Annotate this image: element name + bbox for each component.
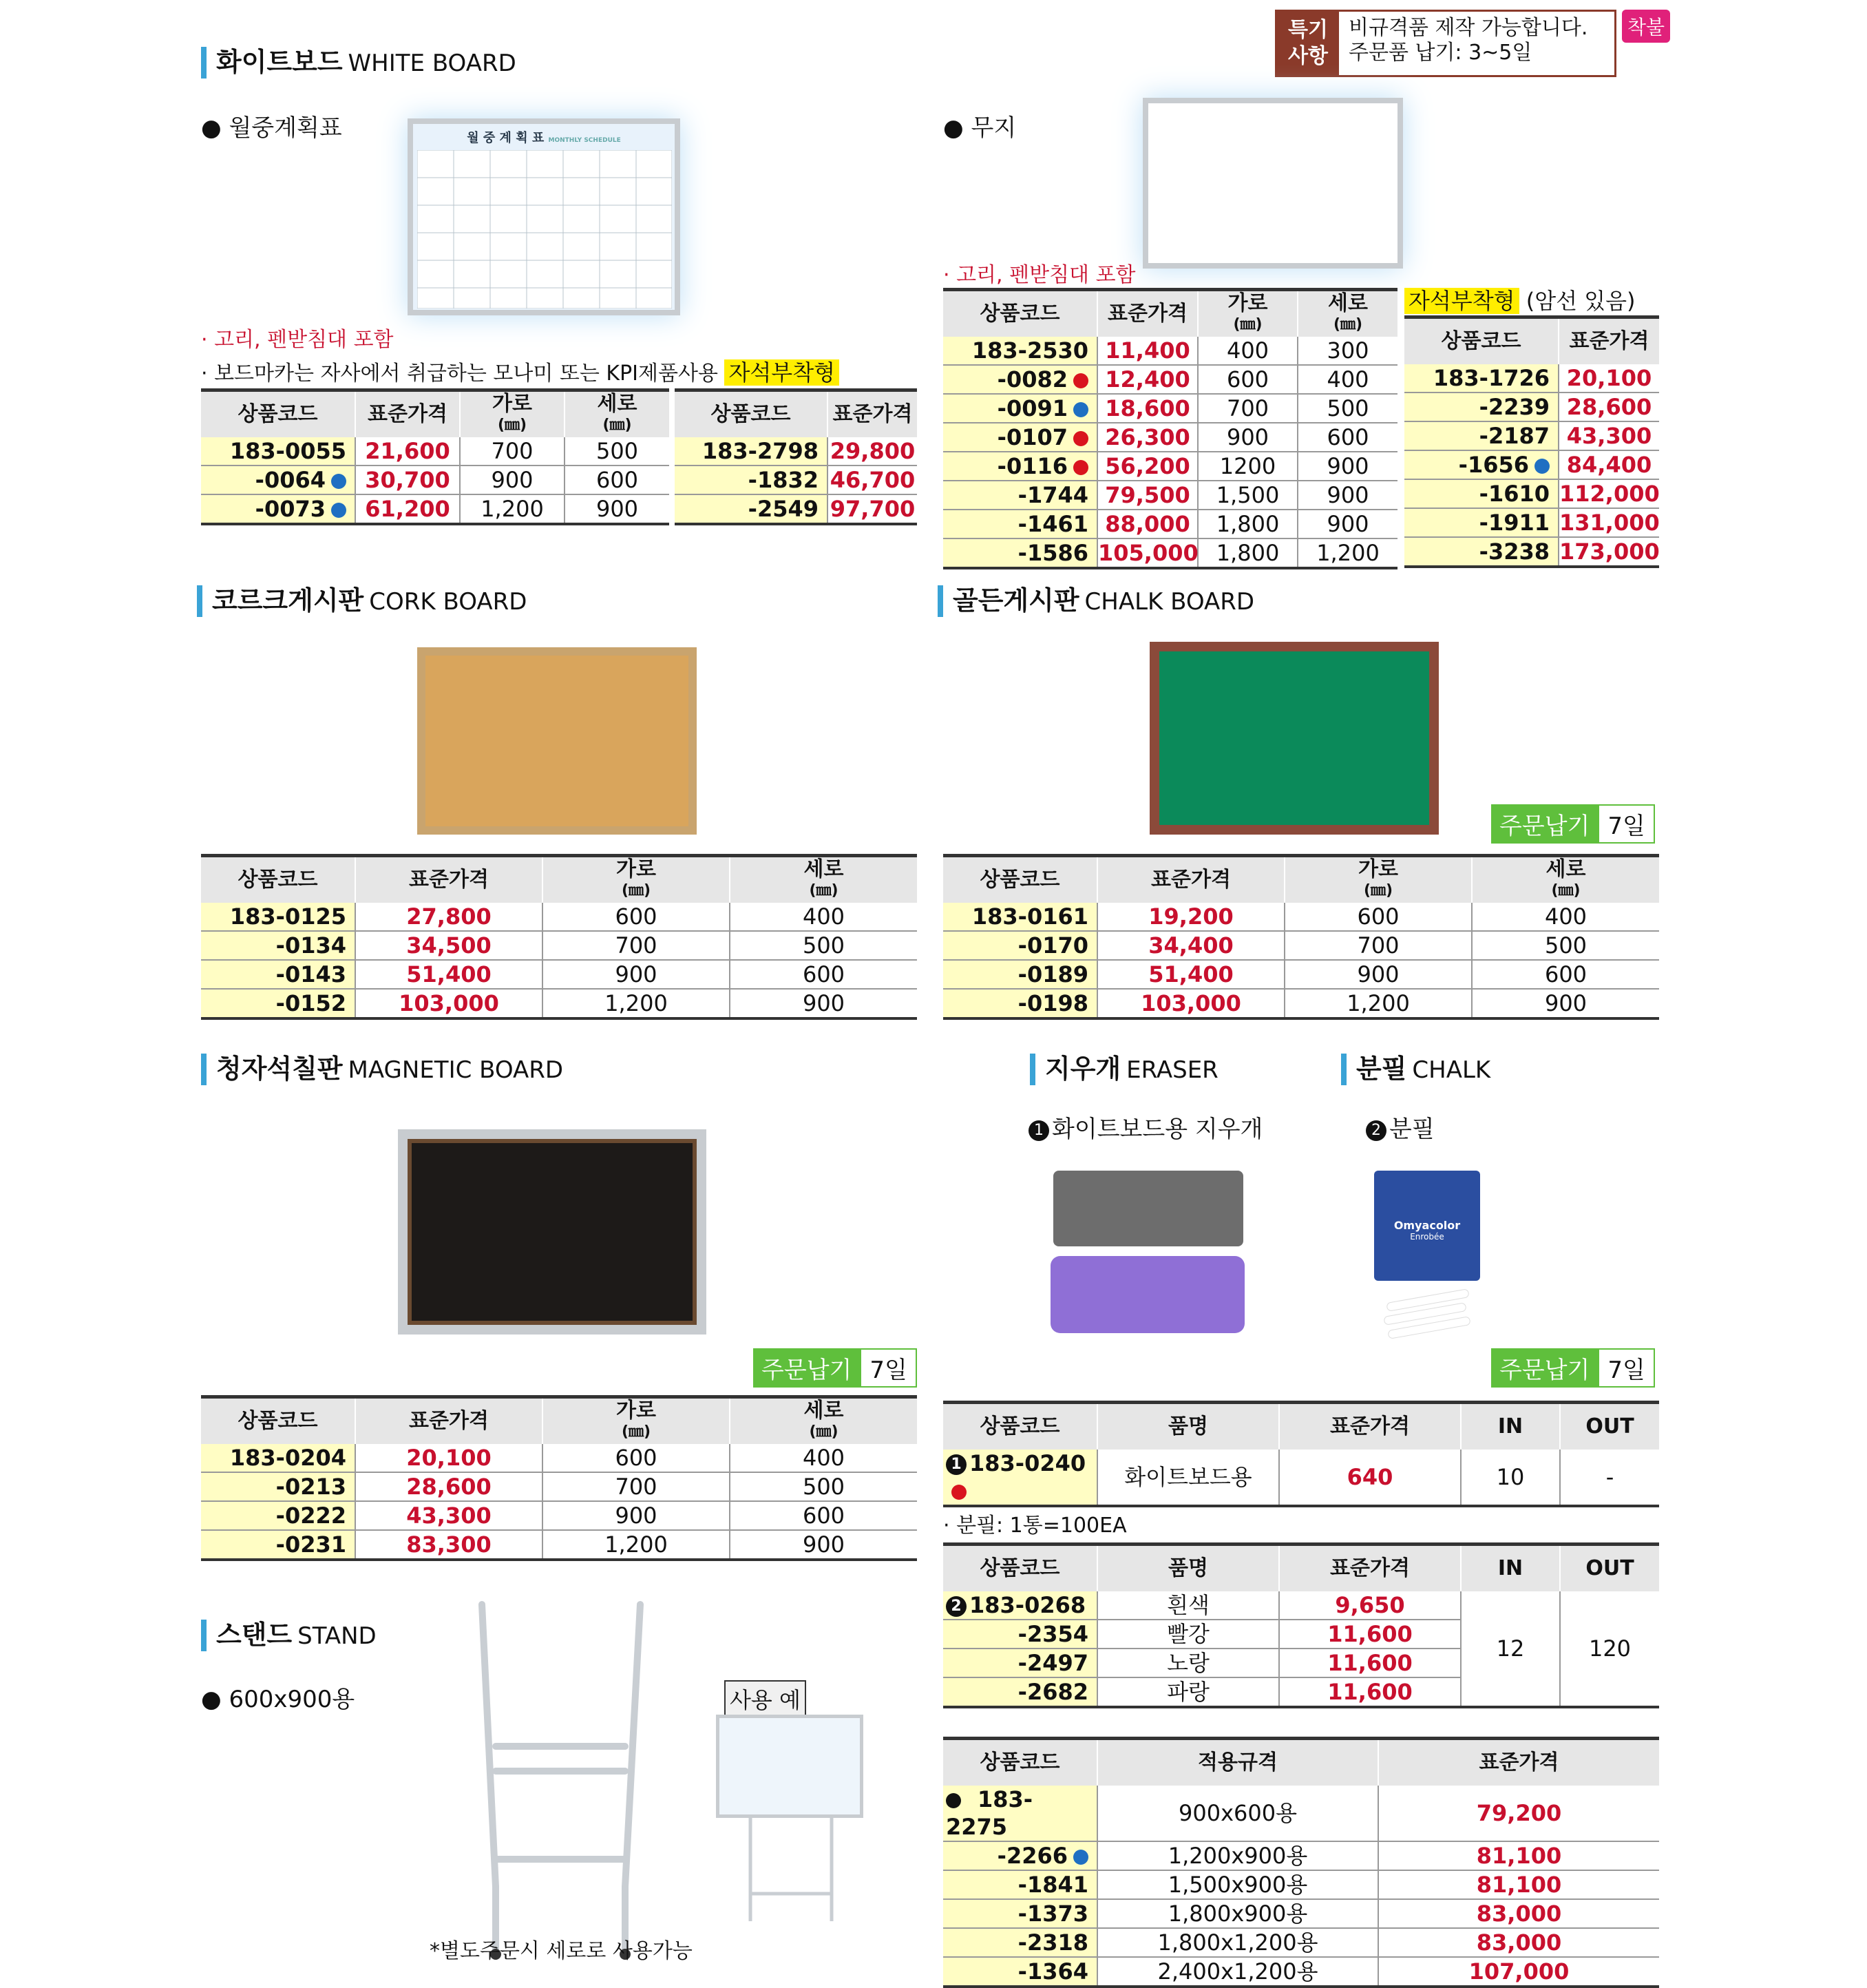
chalk-table [943,1542,1659,1708]
col-price: 표준가격 [355,856,542,903]
monthly-bullet: ● 월중계획표 [201,114,342,142]
cell-w: 700 [542,931,730,960]
magnetic-title: 청자석칠판 MAGNETIC BOARD [201,1054,563,1085]
cell-h: 900 [1298,481,1397,510]
cell-spec: 1,800x1,200용 [1097,1928,1378,1957]
cell-h: 900 [565,494,669,524]
table-row [943,1870,1659,1899]
cell-h: 400 [1472,903,1659,931]
cell-w: 600 [542,1444,730,1472]
cell-w: 600 [1198,365,1298,394]
col-price: 표준가격 [1378,1739,1659,1786]
cork-board-image [417,647,697,835]
chalkboard-table [943,854,1659,1020]
col-code: 상품코드 [943,290,1097,337]
monthly-note-2: · 보드마카는 자사에서 취급하는 모나미 또는 KPI제품사용 자석부착형 [201,355,839,387]
plain-note: · 고리, 펜받침대 포함 [943,263,1136,287]
cell-w: 700 [1285,931,1472,960]
red-dot-icon [1073,431,1088,446]
col-spec: 적용규격 [1097,1739,1378,1786]
red-dot-icon [1073,373,1088,388]
cell-h: 600 [730,1501,917,1530]
planner-image-subtitle: MONTHLY SCHEDULE [548,137,621,144]
stand-footnote: *별도주문시 세로로 사용가능 [430,1939,693,1963]
stand-title: 스탠드 STAND [201,1620,377,1651]
magnet-label: 자석부착형 [724,359,839,386]
cell-h: 900 [1298,452,1397,481]
chalk-box-image [1374,1171,1480,1281]
cell-price: 84,400 [1559,450,1659,479]
stand-tbody [943,1786,1659,1987]
cell-code: -0222 [201,1501,355,1530]
cell-w: 1200 [1198,452,1298,481]
table-row [201,989,917,1018]
table-row [943,989,1659,1018]
cell-code: -0073 [201,494,355,524]
cell-price: 34,500 [355,931,542,960]
cork-table [201,854,917,1020]
cell-w: 1,200 [1285,989,1472,1018]
col-code: 상품코드 [943,1545,1097,1592]
blue-dot-icon [331,503,346,518]
cell-spec: 2,400x1,200용 [1097,1957,1378,1987]
cell-code: -1461 [943,510,1097,538]
cell-code: -2239 [1404,393,1559,421]
cell-price: 43,300 [1559,421,1659,450]
col-price: 표준가격 [1097,290,1198,337]
cell-w: 600 [542,903,730,931]
cell-price: 83,300 [355,1530,542,1560]
magnetic-table [201,1395,917,1561]
cell-h: 600 [565,465,669,494]
cell-code: 183-0055 [201,437,355,465]
cell-w: 1,800 [1198,538,1298,568]
cell-code: -0198 [943,989,1097,1018]
col-price: 표준가격 [1097,856,1285,903]
cell-code: -0082 [943,365,1097,394]
chalkboard-title: 골든게시판 CHALK BOARD [938,585,1254,617]
cell-h: 600 [1472,960,1659,989]
monthly-planner-image [408,118,680,315]
cell-price: 20,100 [1559,364,1659,393]
cell-w: 700 [1198,394,1298,423]
cell-w: 900 [542,1501,730,1530]
cell-code: -0152 [201,989,355,1018]
cell-h: 400 [730,1444,917,1472]
cell-h: 900 [1472,989,1659,1018]
table-row [943,1899,1659,1928]
cell-code: -1364 [943,1957,1097,1987]
col-out: OUT [1560,1545,1659,1592]
cell-price: 21,600 [355,437,460,465]
eraser-table [943,1401,1659,1507]
cell-h: 1,200 [1298,538,1397,568]
cell-code: -0064 [201,465,355,494]
table-row [943,1786,1659,1841]
cell-price: 79,500 [1097,481,1198,510]
cell-code: -0213 [201,1472,355,1501]
table-row [201,1444,917,1472]
planner-image-title: 월 중 계 획 표 [467,131,545,145]
table-row [201,903,917,931]
table-row [201,1530,917,1560]
cell-h: 500 [1472,931,1659,960]
col-price: 표준가격 [355,1397,542,1445]
cell-price: 173,000 [1559,537,1659,567]
col-code: 상품코드 [943,1739,1097,1786]
cell-price: 51,400 [1097,960,1285,989]
cell-price: 28,600 [1559,393,1659,421]
cell-code: 183-0204 [201,1444,355,1472]
cell-price: 131,000 [1559,510,1660,536]
plain-table [943,288,1397,569]
stand-bullet: ● 600x900용 [201,1686,355,1713]
table-row [675,437,917,465]
col-code: 상품코드 [943,856,1097,903]
chalk-board-image [1150,642,1439,835]
magnetic-tbody [201,1444,917,1560]
cell-code: -0189 [943,960,1097,989]
cell-h: 600 [1298,423,1397,452]
cell-price: 43,300 [355,1501,542,1530]
plain-whiteboard-image [1143,98,1403,269]
special-notice [1275,10,1616,77]
cell-h: 900 [1298,510,1397,538]
table-row [943,903,1659,931]
cell-code: -2187 [1404,421,1559,450]
table-row [675,465,917,494]
cell-code: -1586 [943,538,1097,568]
cell-w: 700 [460,437,565,465]
cell-code: -1373 [943,1899,1097,1928]
cell-w: 1,200 [542,1530,730,1560]
cell-price: 18,600 [1097,394,1198,423]
table-row: 1 183-0240 화이트보드용 640 10 - [943,1450,1659,1506]
col-width: 가로 (㎜) [542,856,730,903]
table-row [1404,508,1659,537]
chalkboard-lead-time: 주문납기 7일 [1491,804,1655,844]
cell-price: 56,200 [1097,452,1198,481]
cell-w: 1,200 [542,989,730,1018]
table-row [1404,364,1659,393]
cell-code: -0107 [943,423,1097,452]
table-row [1404,421,1659,450]
special-line1: 비규격품 제작 가능합니다. [1349,16,1588,40]
cell-code: 183-2530 [943,337,1097,365]
cell-price: 19,200 [1097,903,1285,931]
col-width: 가로 (㎜) [542,1397,730,1445]
special-line2: 주문품 납기: 3~5일 [1349,41,1532,65]
col-code: 상품코드 [675,390,827,438]
col-price: 표준가격 [1279,1545,1461,1592]
usage-example-stand-icon [743,1818,840,1928]
cell-price: 103,000 [355,989,542,1018]
cod-tag: 착불 [1622,10,1670,43]
blue-dot-icon [1073,1850,1088,1865]
cell-spec: 1,200x900용 [1097,1841,1378,1870]
plain-magnet-label: 자석부착형 (암선 있음) [1404,284,1636,315]
cell-h: 900 [730,989,917,1018]
chalkboard-tbody [943,903,1659,1018]
cell-price: 26,300 [1097,423,1198,452]
cell-price: 83,000 [1378,1928,1659,1957]
chalk-box-sub: Enrobée [1410,1232,1444,1242]
table-row [943,1841,1659,1870]
table-row [943,538,1397,568]
blue-dot-icon [1534,459,1550,474]
cell-w: 1,800 [1198,510,1298,538]
cell-price: 81,100 [1378,1870,1659,1899]
col-width: 가로 (㎜) [1198,290,1298,337]
cell-w: 700 [542,1472,730,1501]
red-dot-icon [951,1485,967,1500]
cell-w: 1,200 [460,494,565,524]
stand-image [468,1598,654,1963]
cell-code: -0143 [201,960,355,989]
table-row [201,465,669,494]
chalk-lead-time: 주문납기 7일 [1491,1348,1655,1388]
cell-price: 28,600 [355,1472,542,1501]
plain-tbody [943,337,1397,568]
table-row: 2 183-0268 흰색 9,650 12 120 [943,1591,1659,1620]
magnetic-board-image [398,1129,706,1335]
chalk-sticks-icon [1384,1289,1473,1344]
whiteboard-title: 화이트보드 WHITE BOARD [201,47,516,79]
blue-dot-icon [1073,402,1088,417]
col-height: 세로 (㎜) [565,390,669,438]
cell-w: 900 [460,465,565,494]
black-dot-icon [946,1793,961,1808]
cell-h: 400 [730,903,917,931]
cell-code: -1832 [675,465,827,494]
table-row [1404,450,1659,479]
cell-price: 12,400 [1097,365,1198,394]
cork-tbody [201,903,917,1018]
cell-price: 107,000 [1378,1957,1659,1987]
table-row [943,423,1397,452]
cell-code: -1841 [943,1870,1097,1899]
monthly-magnet-table [675,388,917,525]
col-name: 품명 [1097,1545,1279,1592]
table-row [943,960,1659,989]
monthly-note-1: · 고리, 펜받침대 포함 [201,328,394,352]
eraser-title: 지우개 ERASER [1030,1054,1219,1085]
cell-w: 900 [542,960,730,989]
cell-code: 183-2798 [675,437,827,465]
cell-code: -1656 [1404,450,1559,479]
col-code: 상품코드 [201,856,355,903]
plain-bullet: ● 무지 [943,114,1017,142]
cell-h: 500 [1298,394,1397,423]
col-in: IN [1461,1545,1560,1592]
cell-h: 500 [730,931,917,960]
cell-code: 183-2275 [943,1786,1097,1841]
table-row [943,481,1397,510]
table-row: -2354 빨강 11,600 [943,1620,1659,1649]
col-in: IN [1461,1403,1560,1450]
cell-w: 1,500 [1198,481,1298,510]
table-row [943,1928,1659,1957]
cell-price: 29,800 [827,437,917,465]
stand-table [943,1737,1659,1988]
cell-code: -1744 [943,481,1097,510]
col-height: 세로 (㎜) [730,1397,917,1445]
table-row [943,510,1397,538]
col-code: 상품코드 [1404,317,1559,365]
chalk-item: 2 분필 [1366,1110,1435,1144]
cell-price: 30,700 [355,465,460,494]
monthly-tbody [201,437,669,524]
col-out: OUT [1560,1403,1659,1450]
cell-code: -0170 [943,931,1097,960]
cell-price: 46,700 [827,465,917,494]
cell-price: 103,000 [1097,989,1285,1018]
cell-price: 20,100 [355,1444,542,1472]
col-height: 세로 (㎜) [1298,290,1397,337]
cell-price: 83,000 [1378,1899,1659,1928]
col-name: 품명 [1097,1403,1279,1450]
plain-magnet-table [1404,315,1659,568]
cell-price: 79,200 [1378,1786,1659,1841]
cell-price: 88,000 [1097,510,1198,538]
cell-code: -3238 [1404,537,1559,567]
cell-code: -0231 [201,1530,355,1560]
monthly-table [201,388,669,525]
table-row [943,337,1397,365]
cell-h: 400 [1298,365,1397,394]
cell-code: 183-1726 [1404,364,1559,393]
plain-magnet-tbody [1404,364,1659,567]
table-row [1404,479,1659,508]
col-code: 상품코드 [201,390,355,438]
cell-w: 400 [1198,337,1298,365]
chalk-title: 분필 CHALK [1341,1054,1490,1085]
col-price: 표준가격 [355,390,460,438]
usage-example-label: 사용 예 [724,1680,806,1717]
col-code: 상품코드 [201,1397,355,1445]
cell-h: 500 [730,1472,917,1501]
table-row [1404,537,1659,567]
monthly-magnet-tbody [675,437,917,524]
table-row [201,931,917,960]
table-row [201,494,669,524]
cell-price: 61,200 [355,494,460,524]
cell-code: -1911 [1404,508,1559,537]
cell-w: 600 [1285,903,1472,931]
special-notice-label: 특기 사항 [1277,12,1339,75]
cell-w: 900 [1198,423,1298,452]
table-row [943,931,1659,960]
cell-code: -2318 [943,1928,1097,1957]
col-width: 가로 (㎜) [460,390,565,438]
table-row: -2497 노랑 11,600 [943,1649,1659,1677]
table-row [943,394,1397,423]
cell-code: -2266 [943,1841,1097,1870]
col-price: 표준가격 [827,390,917,438]
blue-dot-icon [331,474,346,489]
cell-w: 900 [1285,960,1472,989]
magnetic-lead-time: 주문납기 7일 [753,1348,917,1388]
table-row [1404,393,1659,421]
col-width: 가로 (㎜) [1285,856,1472,903]
cell-price: 105,000 [1097,538,1198,568]
chalk-note: · 분필: 1통=100EA [943,1514,1127,1538]
cell-spec: 1,500x900용 [1097,1870,1378,1899]
planner-grid-icon [417,150,672,308]
cell-price: 11,400 [1097,337,1198,365]
eraser-body-image [1051,1256,1245,1333]
cell-price: 51,400 [355,960,542,989]
cork-title: 코르크게시판 CORK BOARD [197,585,527,617]
table-row [943,1957,1659,1987]
cell-h: 900 [730,1530,917,1560]
eraser-item: 1 화이트보드용 지우개 [1029,1110,1263,1144]
col-code: 상품코드 [943,1403,1097,1450]
table-row [201,1501,917,1530]
cell-price: 97,700 [827,494,917,524]
cell-spec: 1,800x900용 [1097,1899,1378,1928]
cell-price: 81,100 [1378,1841,1659,1870]
cell-code: -1610 [1404,479,1559,508]
cell-code: 183-0161 [943,903,1097,931]
red-dot-icon [1073,460,1088,475]
table-row [201,437,669,465]
table-row [943,452,1397,481]
col-height: 세로 (㎜) [1472,856,1659,903]
col-price: 표준가격 [1559,317,1659,365]
table-row [675,494,917,524]
chalk-box-brand: Omyacolor [1393,1219,1461,1232]
cell-code: -0091 [943,394,1097,423]
cell-code: -0134 [201,931,355,960]
table-row [201,1472,917,1501]
cell-code: 183-0125 [201,903,355,931]
usage-example-image [716,1715,863,1818]
cell-code: -0116 [943,452,1097,481]
cell-price: 34,400 [1097,931,1285,960]
cell-h: 500 [565,437,669,465]
cell-h: 300 [1298,337,1397,365]
cell-price: 27,800 [355,903,542,931]
table-row [201,960,917,989]
col-height: 세로 (㎜) [730,856,917,903]
cell-spec: 900x600용 [1097,1786,1378,1841]
eraser-felt-image [1053,1171,1243,1246]
table-row: -2682 파랑 11,600 [943,1677,1659,1707]
cell-h: 600 [730,960,917,989]
table-row [943,365,1397,394]
cell-code: -2549 [675,494,827,524]
cell-price: 112,000 [1559,481,1660,507]
col-price: 표준가격 [1279,1403,1461,1450]
